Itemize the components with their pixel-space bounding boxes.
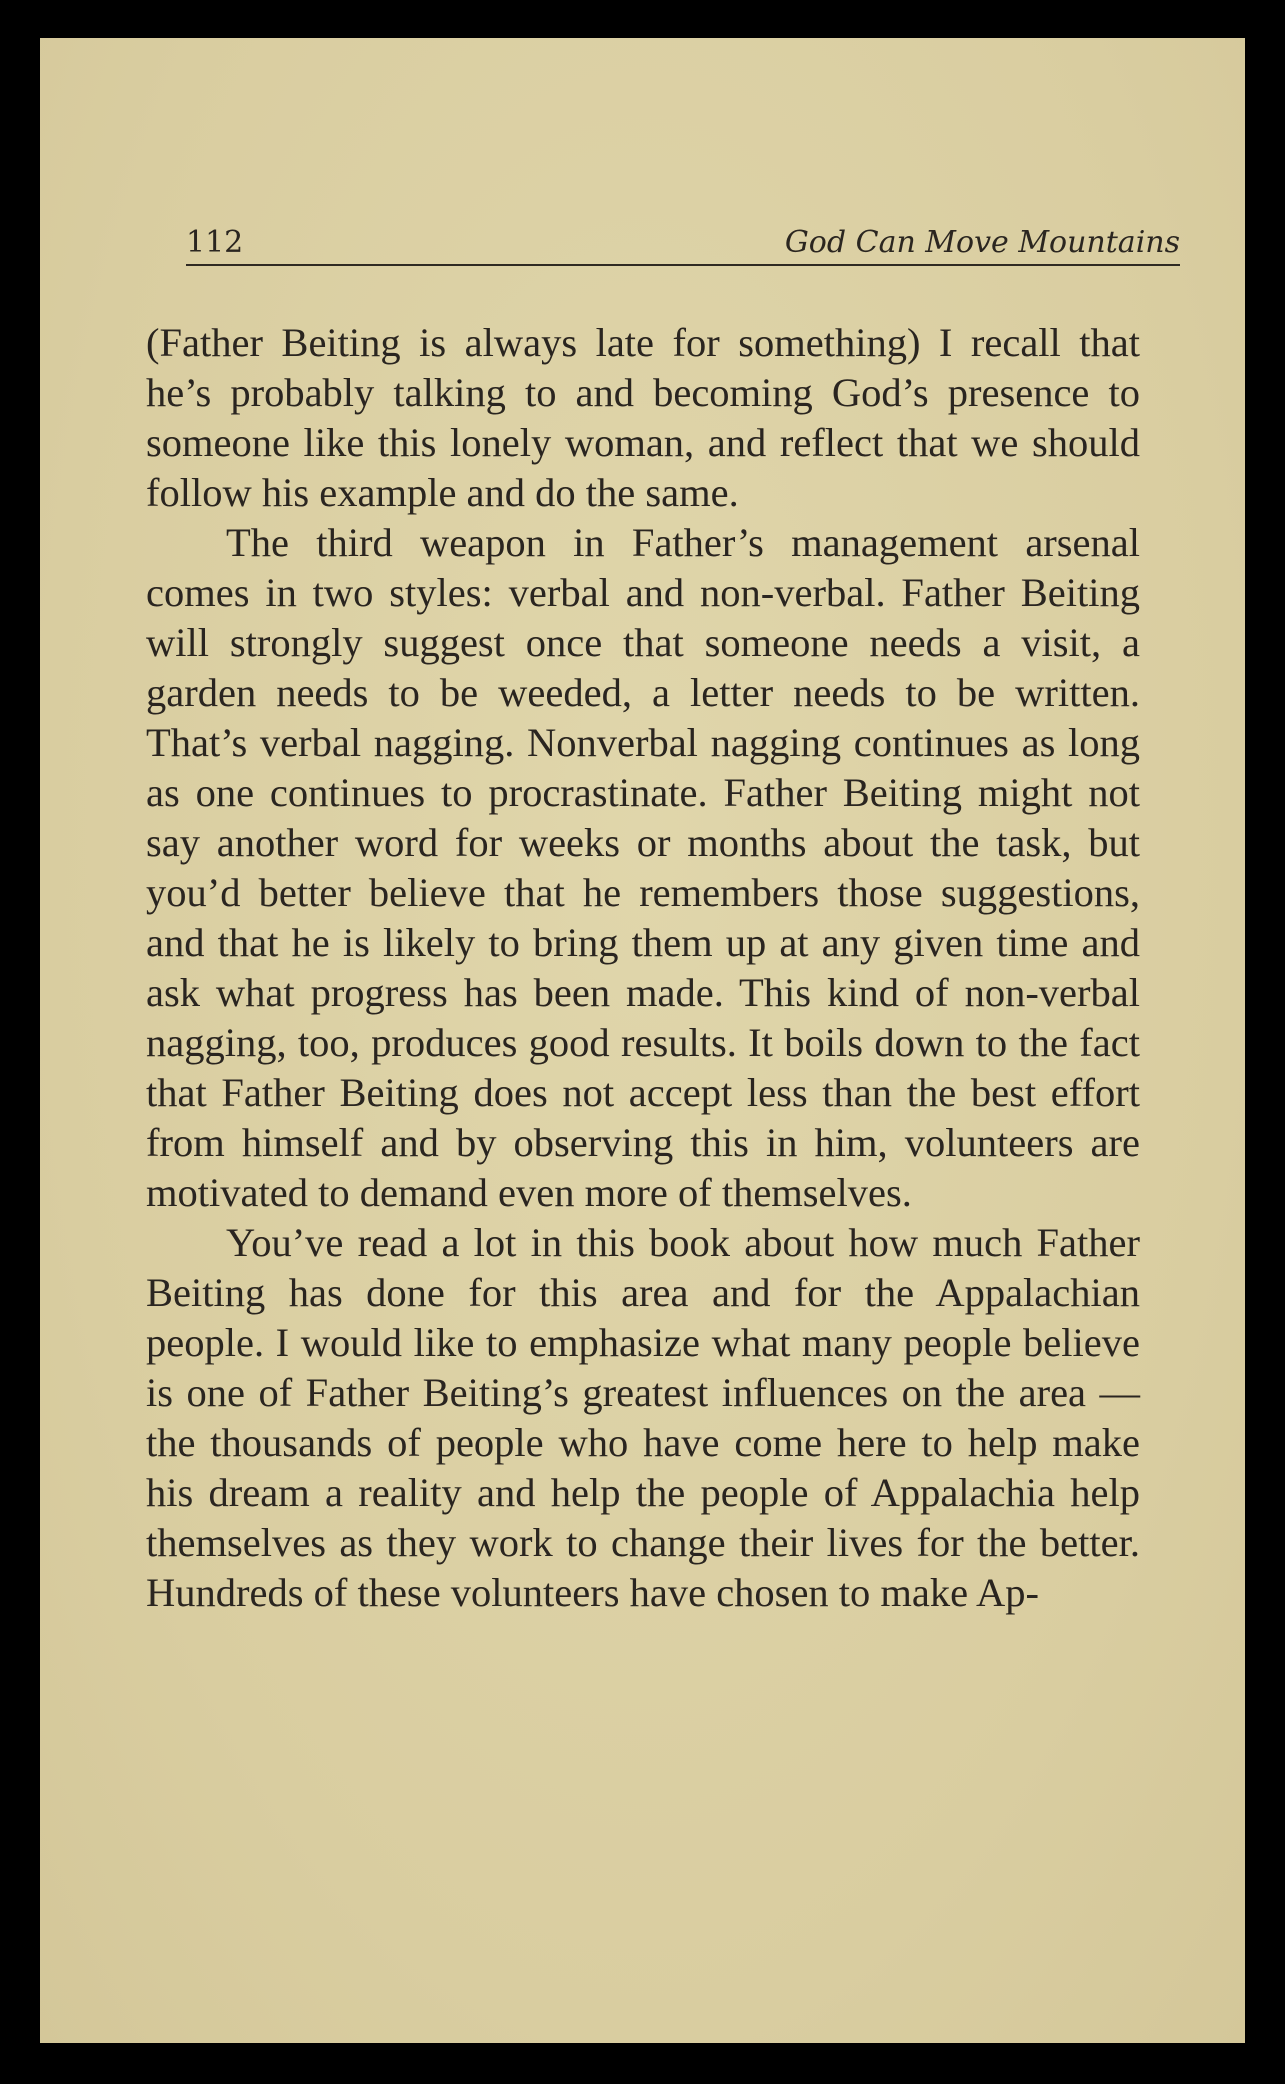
paragraph-1: (Father Beiting is always late for something) I recall that he’s probably talking to and becoming God’s presence to someone like this lonely woman, and reflect that we should follow his example and do the same. <box>146 320 1140 515</box>
body-text <box>146 318 1140 1618</box>
page-header <box>186 224 1180 266</box>
page-number: 112 <box>186 225 244 260</box>
paragraph-2: The third weapon in Father’s management arsenal comes in two styles: verbal and non-verbal. Father Beiting will strongly suggest once that someone needs a visit, a garden needs to be weeded, a letter needs to be written. That’s verbal nagging. Nonverbal nagging continues as long as one continues to procrastinate. Father Beiting might not say another word for weeks or months about the task, but you’d better believe that he remembers those suggestions, and that he is likely to bring them up at any given time and ask what progress has been made. This kind of non-verbal nagging, too, produces good results. It boils down to the fact that Father Beiting does not accept less than the best effort from himself and by observing this in him, volunteers are motivated to demand even more of themselves. <box>146 520 1140 1215</box>
paragraph-3: You’ve read a lot in this book about how much Father Beiting has done for this area and for the Appalachian people. I would like to emphasize what many people believe is one of Father Beiting’s greatest influences on the area — the thousands of people who have come here to help make his dream a reality and help the people of Appalachia help themselves as they work to change their lives for the better. Hundreds of these volunteers have chosen to make Ap- <box>146 1220 1140 1615</box>
running-title: God Can Move Mountains <box>784 225 1180 260</box>
